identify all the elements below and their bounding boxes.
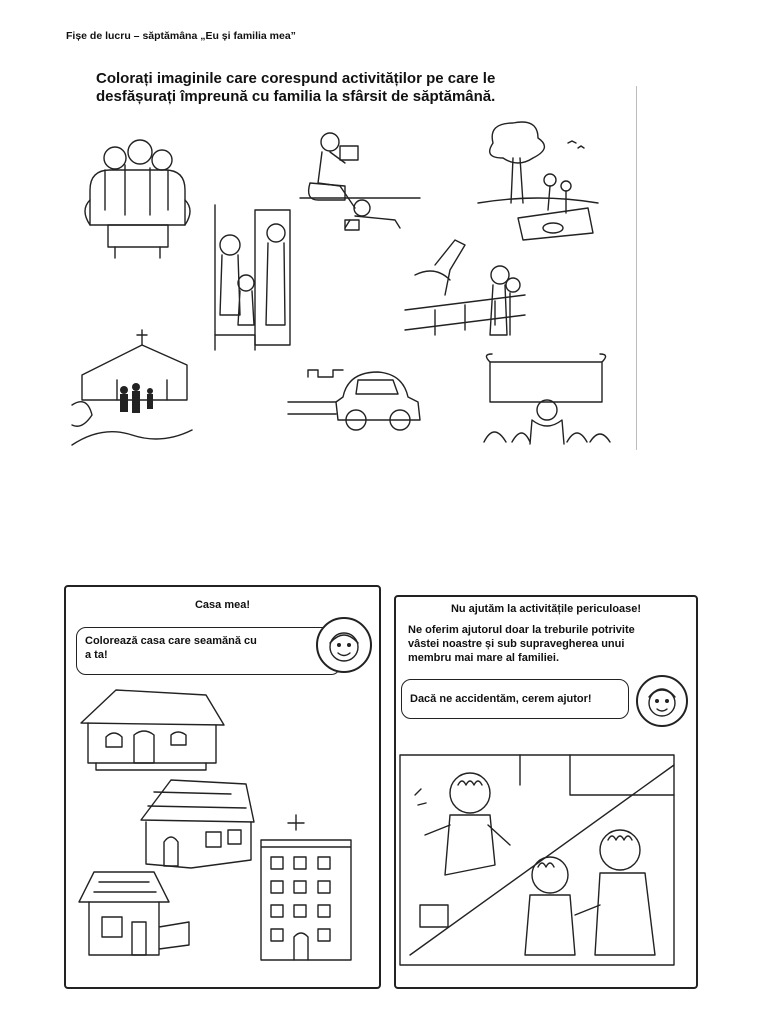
- right-panel-bubble: Dacă ne accidentăm, cerem ajutor!: [401, 679, 629, 719]
- right-panel-title: Nu ajutăm la activitățile periculoase!: [450, 603, 642, 615]
- apartment-block-icon: [256, 815, 356, 965]
- instruction: [96, 70, 616, 106]
- left-panel-bubble: [76, 627, 341, 675]
- family-car-icon: [288, 362, 436, 440]
- right-panel: [394, 595, 698, 989]
- right-text-line-3: membru mai mare al familiei.: [408, 652, 560, 664]
- visit-at-door-icon: [210, 205, 295, 355]
- tiled-roof-house-icon: [136, 772, 256, 872]
- instruction-line-2: desfășurați împreună cu familia la sfârsit de săptămână.: [96, 88, 496, 105]
- divider: [636, 86, 637, 450]
- zoo-giraffe-icon: [405, 235, 530, 345]
- girl-avatar-icon: [316, 617, 372, 673]
- children-dangerous-activity-icon: [400, 755, 676, 967]
- cinema-icon: [482, 352, 612, 447]
- picnic-under-tree-icon: [478, 118, 603, 243]
- left-panel: [64, 585, 381, 989]
- boy-avatar-icon: [636, 675, 688, 727]
- page-header: Fișe de lucru – săptămâna „Eu și familia mea”: [66, 30, 296, 42]
- left-panel-title: Casa mea!: [194, 599, 251, 611]
- cottage-house-icon: [76, 685, 226, 773]
- instruction-line-1: Colorați imaginile care corespund activităților pe care le: [96, 70, 496, 87]
- right-text-line-1: Ne oferim ajutorul doar la treburile potrivite: [408, 624, 635, 636]
- left-bubble-line-1: Colorează casa care seamănă cu: [85, 635, 257, 647]
- family-on-sofa-icon: [80, 130, 195, 265]
- right-panel-text: [408, 623, 688, 665]
- church-walk-icon: [72, 325, 192, 450]
- reading-parent-child-icon: [300, 128, 425, 238]
- right-text-line-2: vâstei noastre și sub supravegherea unui: [408, 638, 625, 650]
- left-bubble-line-2: a ta!: [85, 649, 108, 661]
- small-house-with-porch-icon: [74, 867, 194, 962]
